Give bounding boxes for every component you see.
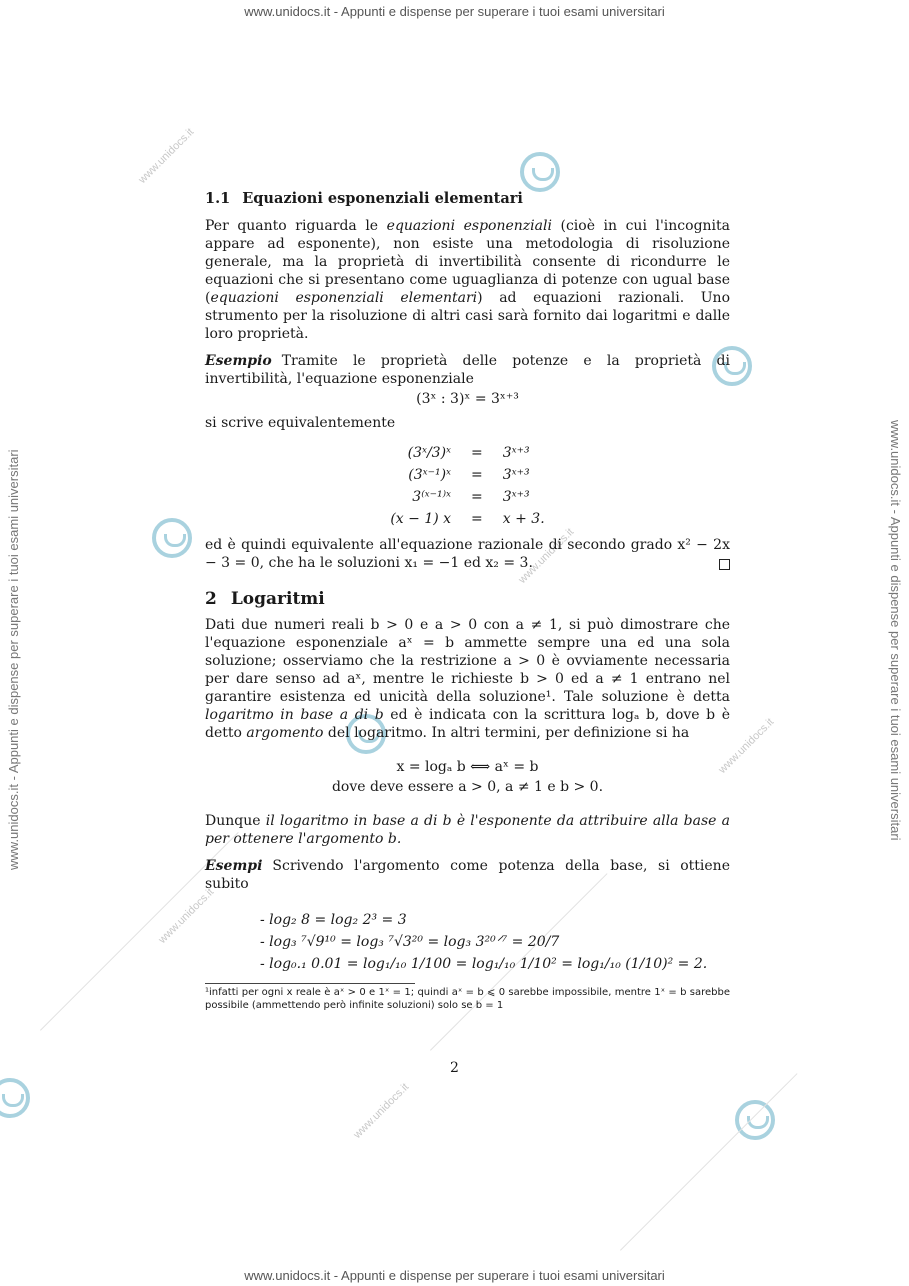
paragraph: Per quanto riguarda le equazioni esponenziali (cioè in cui l'incognita appare ad esponente), non esiste una metodologia di risoluzione generale, ma la proprietà di invertibilità consente di ricondurre le equazioni che si presentano come uguaglianza di potenze con ugual base (equazioni esponenziali elementari) ad equazioni razionali. Uno strumento per la risoluzione di altri casi sarà fornito dai logaritmi e dalle loro proprietà. bbox=[205, 218, 730, 342]
equation: (3ˣ : 3)ˣ = 3ˣ⁺³ bbox=[416, 391, 519, 407]
definition-equation: x = logₐ b ⟺ aˣ = b bbox=[396, 759, 539, 775]
equation-row: (x − 1) x = x + 3. bbox=[390, 511, 545, 527]
list-item: - log₃ ⁷√9¹⁰ = log₃ ⁷√3²⁰ = log₃ 3²⁰ᐟ⁷ = 20/7 bbox=[260, 934, 560, 950]
section-heading: 2 Logaritmi bbox=[205, 589, 325, 609]
watermark-diag: www.unidocs.it bbox=[351, 1081, 412, 1141]
watermark-left: www.unidocs.it - Appunti e dispense per superare i tuoi esami universitari bbox=[6, 449, 21, 870]
watermark-footer: www.unidocs.it - Appunti e dispense per superare i tuoi esami universitari bbox=[244, 1268, 665, 1283]
list-item: - log₀.₁ 0.01 = log₁/₁₀ 1/100 = log₁/₁₀ 1/10² = log₁/₁₀ (1/10)² = 2. bbox=[260, 956, 708, 972]
paragraph: ed è quindi equivalente all'equazione razionale di secondo grado x² − 2x − 3 = 0, che ha le soluzioni x₁ = −1 ed x₂ = 3. bbox=[205, 537, 730, 571]
watermark-diag: www.unidocs.it bbox=[716, 716, 777, 776]
equation-row: 3⁽ˣ⁻¹⁾ˣ = 3ˣ⁺³ bbox=[412, 489, 530, 505]
unidocs-logo-icon bbox=[520, 152, 560, 192]
section-heading: 1.1 Equazioni esponenziali elementari bbox=[205, 190, 523, 207]
watermark-diag: www.unidocs.it bbox=[516, 526, 577, 586]
paragraph: si scrive equivalentemente bbox=[205, 415, 396, 431]
watermark-header: www.unidocs.it - Appunti e dispense per superare i tuoi esami universitari bbox=[244, 4, 665, 19]
unidocs-logo-icon bbox=[0, 1078, 30, 1118]
definition-condition: dove deve essere a > 0, a ≠ 1 e b > 0. bbox=[331, 779, 604, 795]
page-number: 2 bbox=[450, 1060, 459, 1076]
equation-array bbox=[384, 442, 550, 530]
qed-icon bbox=[719, 559, 730, 570]
watermark-right: www.unidocs.it - Appunti e dispense per superare i tuoi esami universitari bbox=[888, 420, 903, 841]
equation-row: (3ˣ/3)ˣ = 3ˣ⁺³ bbox=[407, 445, 530, 461]
footnote: ¹infatti per ogni x reale è aˣ > 0 e 1ˣ = 1; quindi aˣ = b ⩽ 0 sarebbe impossibile, mentre 1ˣ = b sarebbe possibile (ammettendo però infinite soluzioni) solo se b = 1 bbox=[205, 987, 730, 1011]
watermark-diag: www.unidocs.it bbox=[156, 886, 217, 946]
unidocs-logo-icon bbox=[735, 1100, 775, 1140]
equation-row: (3ˣ⁻¹)ˣ = 3ˣ⁺³ bbox=[408, 467, 530, 483]
list-item: - log₂ 8 = log₂ 2³ = 3 bbox=[260, 912, 407, 928]
page-content bbox=[205, 190, 730, 1012]
paragraph: Dunque il logaritmo in base a di b è l'esponente da attribuire alla base a per ottenere l'argomento b. bbox=[205, 813, 730, 847]
unidocs-logo-icon bbox=[152, 518, 192, 558]
watermark-line bbox=[620, 1073, 797, 1250]
example-paragraph: Esempi Scrivendo l'argomento come potenza della base, si ottiene subito bbox=[205, 858, 730, 892]
example-paragraph: Esempio Tramite le proprietà delle potenze e la proprietà di invertibilità, l'equazione esponenziale bbox=[205, 353, 730, 387]
footnote-rule bbox=[205, 983, 415, 984]
examples-list bbox=[260, 911, 730, 973]
paragraph: Dati due numeri reali b > 0 e a > 0 con a ≠ 1, si può dimostrare che l'equazione esponenziale aˣ = b ammette sempre una ed una sola soluzione; osserviamo che la restrizione a > 0 è ovviamente necessaria per dare senso ad aˣ, mentre le richieste b > 0 ed a ≠ 1 entrano nel garantire esistenza ed unicità della soluzione¹. Tale soluzione è detta logaritmo in base a di b ed è indicata con la scrittura logₐ b, dove b è detto argomento del logaritmo. In altri termini, per definizione si ha bbox=[205, 617, 730, 741]
watermark-diag: www.unidocs.it bbox=[136, 126, 197, 186]
